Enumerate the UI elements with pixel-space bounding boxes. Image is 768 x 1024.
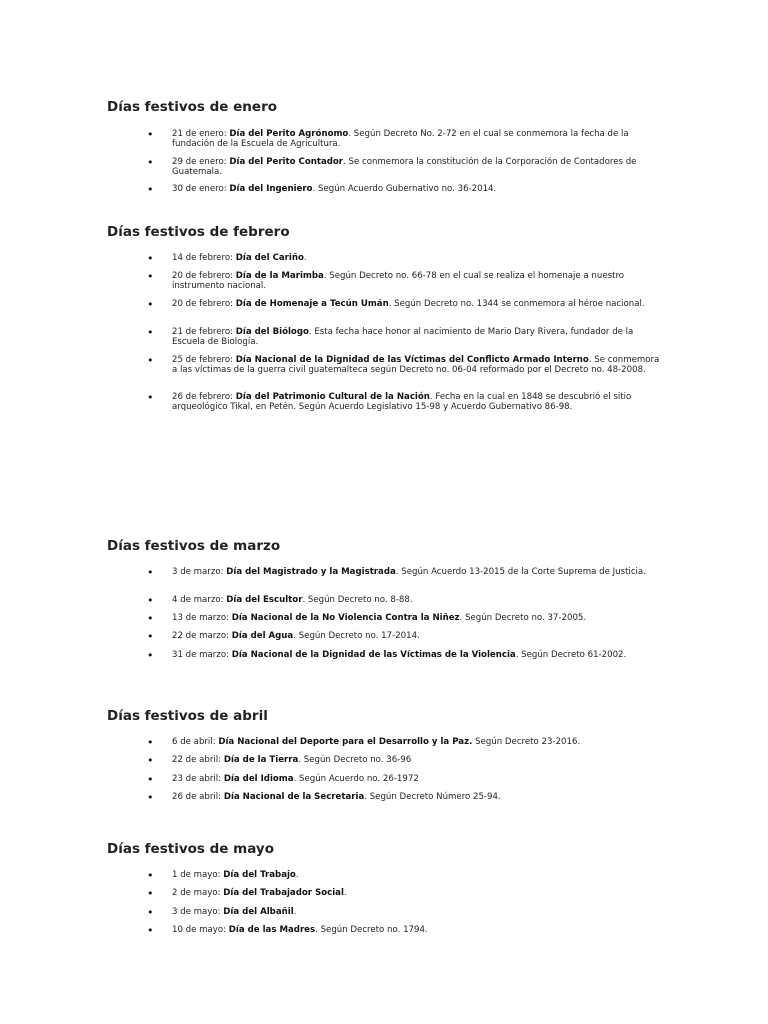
bullet-icon: • — [147, 326, 154, 339]
item-date: 25 de febrero: — [172, 355, 236, 365]
bullet-icon: • — [147, 906, 154, 919]
item-name: Día del Agua — [231, 631, 294, 641]
item-detail: . — [303, 253, 307, 263]
item-name: Día Nacional de la Secretaria — [223, 792, 365, 802]
section-title: Días festivos de febrero — [107, 224, 290, 240]
item-name: Día Nacional de la No Violencia Contra la Niñez — [231, 613, 460, 623]
item-name: Día del Albañil — [223, 907, 294, 917]
item-date: 3 de marzo: — [172, 567, 227, 577]
bullet-icon: • — [147, 156, 154, 169]
item-detail: . — [343, 888, 347, 898]
item-date: 21 de febrero: — [172, 327, 236, 337]
item-date: 3 de mayo: — [172, 907, 224, 917]
bullet-icon: • — [147, 298, 154, 311]
bullet-icon: • — [147, 252, 154, 265]
item-detail: . Se conmemora la constitución de la Corporación de Contadores de Guatemala. — [172, 157, 637, 177]
item-name: Día de las Madres — [228, 925, 316, 935]
item-date: 14 de febrero: — [172, 253, 236, 263]
bullet-icon: • — [147, 270, 154, 283]
bullet-icon: • — [147, 128, 154, 141]
item-detail: . Según Decreto No. 2-72 en el cual se conmemora la fecha de la fundación de la Escuela de Agricultura. — [172, 129, 629, 149]
item-date: 1 de mayo: — [172, 870, 224, 880]
item-date: 23 de abril: — [172, 774, 224, 784]
item-detail: . — [295, 870, 299, 880]
item-date: 26 de febrero: — [172, 392, 236, 402]
item-detail: . Según Decreto no. 1344 se conmemora al héroe nacional. — [388, 299, 645, 309]
bullet-icon: • — [147, 594, 154, 607]
section-title: Días festivos de mayo — [107, 841, 274, 857]
bullet-icon: • — [147, 869, 154, 882]
item-detail: . Se conmemora a las víctimas de la guerra civil guatemalteca según Decreto no. 06-04 reformado por el Decreto no. 48-2008. — [172, 355, 660, 375]
item-name: Día del Perito Contador — [229, 157, 344, 167]
item-name: Día del Trabajo — [223, 870, 296, 880]
item-date: 10 de mayo: — [172, 925, 229, 935]
item-date: 20 de febrero: — [172, 299, 236, 309]
item-detail: . Según Decreto no. 17-2014. — [293, 631, 420, 641]
item-name: Día del Trabajador Social — [223, 888, 344, 898]
item-detail: . Según Decreto Número 25-94. — [364, 792, 501, 802]
bullet-icon: • — [147, 773, 154, 786]
item-name: Día del Idioma — [223, 774, 294, 784]
item-date: 22 de abril: — [172, 755, 224, 765]
item-name: Día del Ingeniero — [229, 184, 313, 194]
item-date: 6 de abril: — [172, 737, 219, 747]
item-date: 4 de marzo: — [172, 595, 227, 605]
bullet-icon: • — [147, 924, 154, 937]
bullet-icon: • — [147, 612, 154, 625]
item-name: Día del Perito Agrónomo — [229, 129, 349, 139]
item-name: Día de Homenaje a Tecún Umán — [235, 299, 389, 309]
item-detail: . Según Decreto no. 36-96 — [298, 755, 412, 765]
item-date: 21 de enero: — [172, 129, 230, 139]
item-name: Día del Biólogo — [235, 327, 309, 337]
bullet-icon: • — [147, 791, 154, 804]
bullet-icon: • — [147, 354, 154, 367]
item-detail: . Según Decreto no. 66-78 en el cual se realiza el homenaje a nuestro instrumento nacional. — [172, 271, 625, 291]
item-name: Día del Escultor — [226, 595, 303, 605]
item-date: 2 de mayo: — [172, 888, 224, 898]
item-date: 26 de abril: — [172, 792, 224, 802]
item-name: Día Nacional de la Dignidad de las Víctimas del Conflicto Armado Interno — [235, 355, 589, 365]
item-detail: . Según Acuerdo Gubernativo no. 36-2014. — [312, 184, 497, 194]
item-detail: . — [293, 907, 297, 917]
item-date: 22 de marzo: — [172, 631, 232, 641]
item-name: Día del Patrimonio Cultural de la Nación — [235, 392, 430, 402]
item-date: 20 de febrero: — [172, 271, 236, 281]
bullet-icon: • — [147, 754, 154, 767]
section-title: Días festivos de marzo — [107, 538, 281, 554]
item-name: Día de la Tierra — [223, 755, 299, 765]
item-name: Día de la Marimba — [235, 271, 324, 281]
item-detail: . Según Decreto no. 1794. — [315, 925, 428, 935]
item-detail: . Según Acuerdo 13-2015 de la Corte Suprema de Justicia. — [395, 567, 646, 577]
bullet-icon: • — [147, 887, 154, 900]
item-detail: . Según Decreto 61-2002. — [515, 650, 627, 660]
section-title: Días festivos de enero — [107, 99, 278, 115]
item-date: 31 de marzo: — [172, 650, 232, 660]
bullet-icon: • — [147, 630, 154, 643]
bullet-icon: • — [147, 391, 154, 404]
item-date: 30 de enero: — [172, 184, 230, 194]
bullet-icon: • — [147, 649, 154, 662]
bullet-icon: • — [147, 183, 154, 196]
item-name: Día Nacional de la Dignidad de las Víctimas de la Violencia — [231, 650, 516, 660]
item-detail: . Según Decreto no. 37-2005. — [459, 613, 587, 623]
bullet-icon: • — [147, 736, 154, 749]
section-title: Días festivos de abril — [107, 708, 268, 724]
item-detail: . Esta fecha hace honor al nacimiento de Mario Dary Rivera, fundador de la Escuela de Biología. — [172, 327, 634, 347]
item-detail: . Según Decreto no. 8-88. — [302, 595, 413, 605]
item-detail: . Fecha en la cual en 1848 se descubrió el sitio arqueológico Tikal, en Petén. Según Acuerdo Legislativo 15-98 y Acuerdo Gubernativo 86-98. — [172, 392, 632, 412]
item-detail: Según Decreto 23-2016. — [472, 737, 581, 747]
item-date: 13 de marzo: — [172, 613, 232, 623]
item-name: Día del Cariño — [235, 253, 304, 263]
item-name: Día del Magistrado y la Magistrada — [226, 567, 396, 577]
item-detail: . Según Acuerdo no. 26-1972 — [293, 774, 419, 784]
item-date: 29 de enero: — [172, 157, 230, 167]
bullet-icon: • — [147, 566, 154, 579]
item-name: Día Nacional del Deporte para el Desarrollo y la Paz. — [218, 737, 473, 747]
